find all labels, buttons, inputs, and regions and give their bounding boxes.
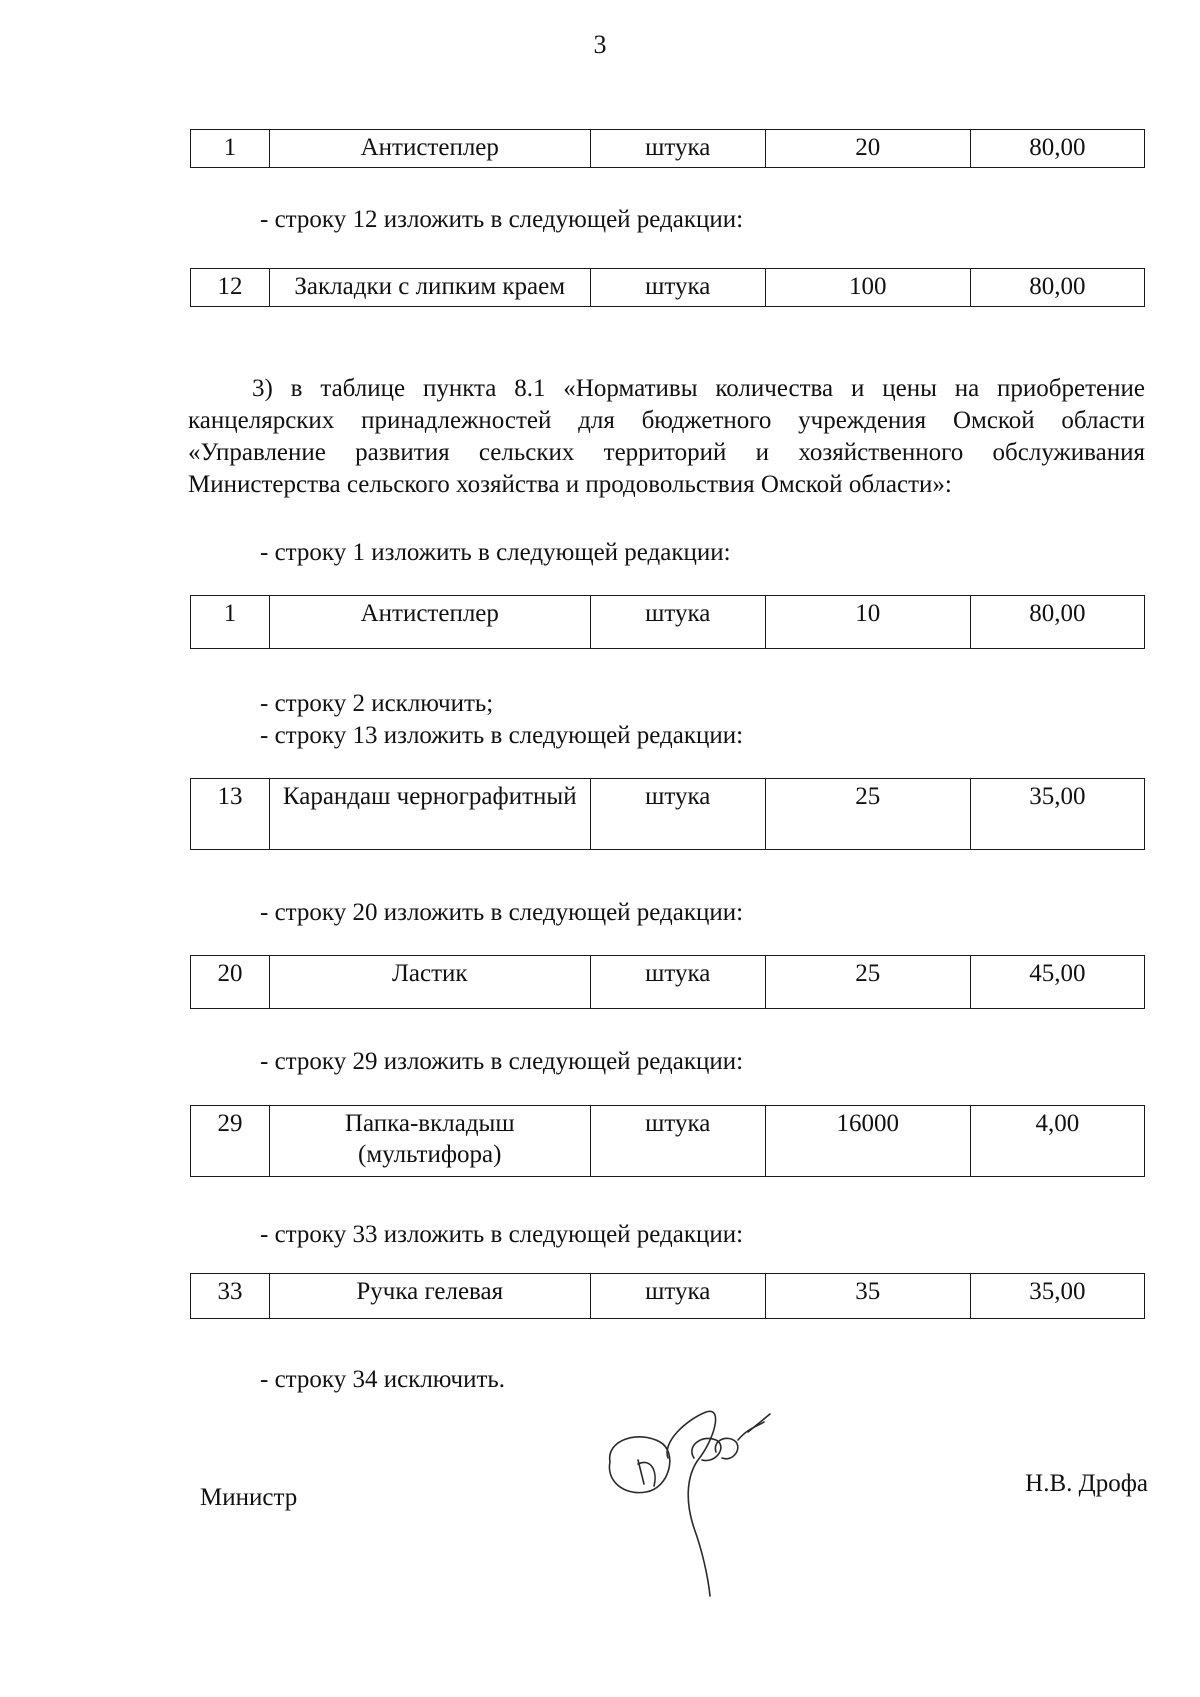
replacement-table-row-29 xyxy=(190,1105,1145,1177)
replacement-table-row-1-second xyxy=(190,595,1145,649)
cell-price: 45,00 xyxy=(970,956,1144,1009)
cell-quantity: 16000 xyxy=(765,1106,970,1177)
cell-number: 1 xyxy=(191,130,270,168)
signer-title: Министр xyxy=(200,1484,298,1511)
replacement-table-row-33 xyxy=(190,1273,1145,1319)
page-number: 3 xyxy=(593,30,607,59)
cell-price: 4,00 xyxy=(970,1106,1144,1177)
instruction-row-2: - строку 2 исключить; xyxy=(260,690,494,717)
instruction-row-1: - строку 1 изложить в следующей редакции: xyxy=(260,539,731,566)
cell-unit: штука xyxy=(590,1274,765,1319)
cell-price: 80,00 xyxy=(970,269,1144,307)
cell-price: 80,00 xyxy=(970,130,1144,168)
cell-item-name: Ручка гелевая xyxy=(269,1274,590,1319)
replacement-table-row-13 xyxy=(190,778,1145,850)
table-row xyxy=(191,1274,1145,1319)
cell-unit: штука xyxy=(590,779,765,850)
instruction-row-20: - строку 20 изложить в следующей редакции: xyxy=(260,899,744,926)
cell-number: 20 xyxy=(191,956,270,1009)
replacement-table-row-20 xyxy=(190,955,1145,1009)
cell-item-name: Папка-вкладыш (мультифора) xyxy=(269,1106,590,1177)
cell-unit: штука xyxy=(590,956,765,1009)
cell-quantity: 100 xyxy=(765,269,970,307)
table-row xyxy=(191,269,1145,307)
cell-quantity: 25 xyxy=(765,956,970,1009)
cell-unit: штука xyxy=(590,1106,765,1177)
cell-unit: штука xyxy=(590,130,765,168)
cell-item-name: Антистеплер xyxy=(269,130,590,168)
cell-number: 1 xyxy=(191,596,270,649)
table-row xyxy=(191,1106,1145,1177)
signer-name: Н.В. Дрофа xyxy=(1025,1470,1148,1497)
table-row xyxy=(191,596,1145,649)
table-row xyxy=(191,956,1145,1009)
instruction-row-12: - строку 12 изложить в следующей редакции: xyxy=(260,206,744,233)
cell-quantity: 20 xyxy=(765,130,970,168)
cell-item-name: Закладки с липким краем xyxy=(269,269,590,307)
instruction-row-33: - строку 33 изложить в следующей редакции: xyxy=(260,1221,744,1248)
cell-item-name: Ластик xyxy=(269,956,590,1009)
cell-item-name: Карандаш чернографитный xyxy=(269,779,590,850)
table-row xyxy=(191,779,1145,850)
handwritten-signature xyxy=(598,1400,788,1600)
cell-number: 29 xyxy=(191,1106,270,1177)
instruction-row-34: - строку 34 исключить. xyxy=(260,1366,506,1393)
instruction-row-13: - строку 13 изложить в следующей редакции: xyxy=(260,722,744,749)
table-row xyxy=(191,130,1145,168)
cell-unit: штука xyxy=(590,596,765,649)
cell-number: 33 xyxy=(191,1274,270,1319)
cell-quantity: 35 xyxy=(765,1274,970,1319)
replacement-table-row-1-first xyxy=(190,129,1145,168)
instruction-row-29: - строку 29 изложить в следующей редакции: xyxy=(260,1048,744,1075)
paragraph-item-3: 3) в таблице пункта 8.1 «Нормативы количества и цены на приобретение канцелярских принадлежностей для бюджетного учреждения Омской области «Управление развития сельских территорий и хозяйственного обслуживания Министерства сельского хозяйства и продовольствия Омской области»: xyxy=(188,375,1145,498)
cell-number: 13 xyxy=(191,779,270,850)
cell-price: 35,00 xyxy=(970,1274,1144,1319)
cell-price: 35,00 xyxy=(970,779,1144,850)
cell-quantity: 25 xyxy=(765,779,970,850)
replacement-table-row-12 xyxy=(190,268,1145,307)
cell-unit: штука xyxy=(590,269,765,307)
cell-quantity: 10 xyxy=(765,596,970,649)
cell-number: 12 xyxy=(191,269,270,307)
cell-price: 80,00 xyxy=(970,596,1144,649)
cell-item-name: Антистеплер xyxy=(269,596,590,649)
